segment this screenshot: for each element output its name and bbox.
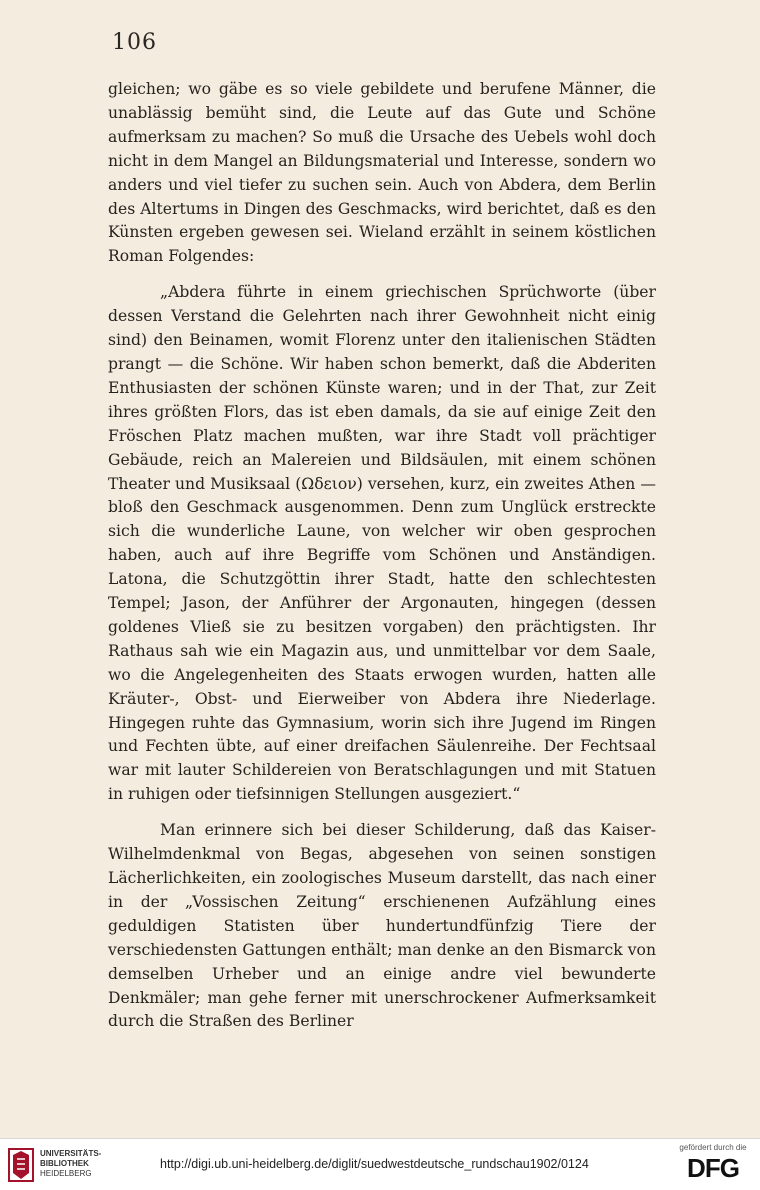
body-text xyxy=(108,78,656,1034)
funder-caption: gefördert durch die xyxy=(679,1143,747,1152)
page-number: 106 xyxy=(112,30,157,55)
paragraph-2-quotation: „Abdera führte in einem griechischen Sprüchworte (über dessen Verstand die Gelehrten nach ihrer Gewohnheit nicht einig sind) den Beinamen, womit Florenz unter den italienischen Städten prangt — die Schöne. Wir haben schon bemerkt, daß die Abderiten Enthusiasten der schönen Künste waren; und in der That, zur Zeit ihres größten Flors, das ist eben damals, da sie auf einige Zeit den Fröschen Platz machen mußten, war ihre Stadt voll prächtiger Gebäude, reich an Malereien und Bildsäulen, mit einem schönen Theater und Musiksaal (Ωδειον) versehen, kurz, ein zweites Athen — bloß den Geschmack ausgenommen. Denn zum Unglück erstreckte sich die wunderliche Laune, von welcher wir oben gesprochen haben, auch auf ihre Begriffe vom Schönen und Anständigen. Latona, die Schutzgöttin ihrer Stadt, hatte den schlechtesten Tempel; Jason, der Anführer der Argonauten, hingegen (dessen goldenes Vließ sie zu besitzen vorgaben) den prächtigsten. Ihr Rathaus sah wie ein Magazin aus, und unmittelbar vor dem Saale, wo die Angelegenheiten des Staats erwogen wurden, hatten alle Kräuter-, Obst- und Eierweiber von Abdera ihre Niederlage. Hingegen ruhte das Gymnasium, worin sich ihre Jugend im Ringen und Fechten übte, auf einer dreifachen Säulenreihe. Der Fechtsaal war mit lauter Schildereien von Beratschlagungen und mit Statuen in ruhigen oder tiefsinnigen Stellungen ausgeziert.“ xyxy=(108,283,656,804)
library-name-line-1: UNIVERSITÄTS- xyxy=(40,1149,102,1158)
dfg-logo: DFG xyxy=(687,1153,739,1183)
library-name-line-2: BIBLIOTHEK xyxy=(40,1159,89,1168)
paragraph-1: gleichen; wo gäbe es so viele gebildete und berufene Männer, die unablässig bemüht sind, die Leute auf das Gute und Schöne aufmerksam zu machen? So muß die Ursache des Uebels wohl doch nicht in dem Mangel an Bildungsmaterial und Interesse, sondern wo anders und viel tiefer zu suchen sein. Auch von Abdera, dem Berlin des Altertums in Dingen des Geschmacks, wird berichtet, daß es den Künsten ergeben gewesen sei. Wieland erzählt in seinem köstlichen Roman Folgendes: xyxy=(108,80,656,266)
paragraph-3: Man erinnere sich bei dieser Schilderung, daß das Kaiser-Wilhelmdenkmal von Begas, abgesehen von seinen sonstigen Lächerlichkeiten, ein zoologisches Museum darstellt, das nach einer in der „Vossischen Zeitung“ erschienenen Aufzählung eines geduldigen Statisten über hundertundfünfzig Tiere der verschiedensten Gattungen enthält; man denke an den Bismarck von demselben Urheber und an einige andre viel bewunderte Denkmäler; man gehe ferner mit unerschrockener Aufmerksamkeit durch die Straßen des Berliner xyxy=(108,821,656,1031)
source-url-link[interactable]: http://digi.ub.uni-heidelberg.de/diglit/suedwestdeutsche_rundschau1902/0124 xyxy=(160,1157,589,1171)
funder xyxy=(672,1143,754,1182)
digitization-footer xyxy=(0,1138,760,1190)
library-name-line-3: HEIDELBERG xyxy=(40,1169,92,1178)
library-name xyxy=(40,1149,101,1179)
library-logo-icon xyxy=(8,1147,34,1183)
